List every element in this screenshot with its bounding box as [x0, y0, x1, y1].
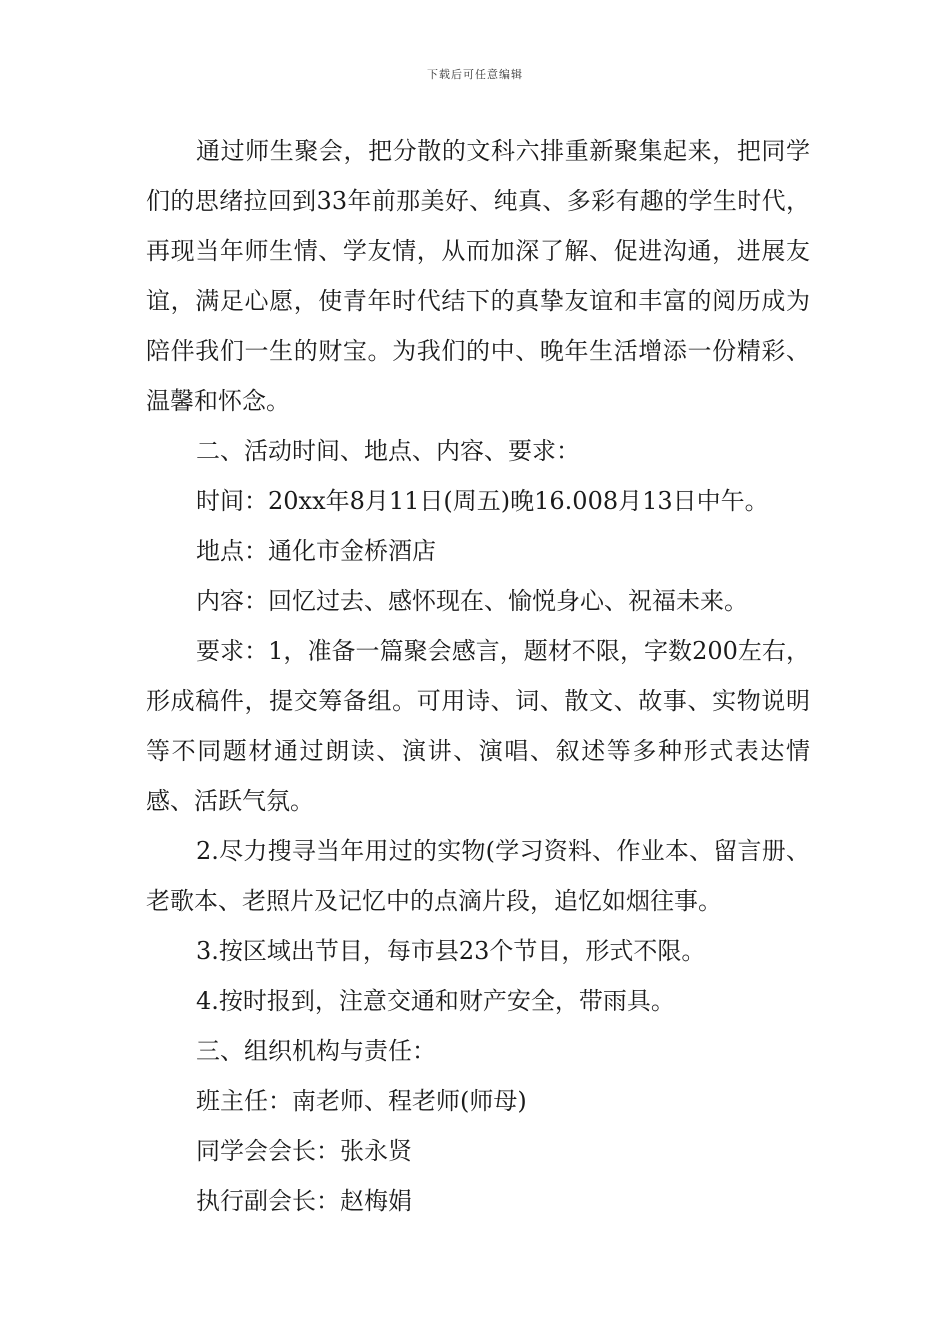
paragraph-intro: 通过师生聚会，把分散的文科六排重新聚集起来，把同学们的思绪拉回到33年前那美好、纯真、多彩有趣的学生时代，再现当年师生情、学友情，从而加深了解、促进沟通，进展友谊，满足心愿，使青年时代结下的真挚友谊和丰富的阅历成为陪伴我们一生的财宝。为我们的中、晚年生活增添一份精彩、温馨和怀念。 — [146, 137, 810, 415]
paragraph-vice-president: 执行副会长：赵梅娟 — [196, 1187, 412, 1215]
paragraph-requirement-4: 4.按时报到，注意交通和财产安全，带雨具。 — [196, 987, 675, 1015]
paragraph-location: 地点：通化市金桥酒店 — [196, 537, 436, 565]
paragraph-requirement-2: 2.尽力搜寻当年用过的实物(学习资料、作业本、留言册、老歌本、老照片及记忆中的点滴片段，追忆如烟往事。 — [146, 837, 810, 915]
paragraph-president: 同学会会长：张永贤 — [196, 1137, 412, 1165]
paragraph-head-teacher: 班主任：南老师、程老师(师母) — [196, 1087, 527, 1115]
document-body — [146, 126, 810, 1226]
paragraph-requirement-1: 要求：1，准备一篇聚会感言，题材不限，字数200左右，形成稿件，提交筹备组。可用诗、词、散文、故事、实物说明等不同题材通过朗读、演讲、演唱、叙述等多种形式表达情感、活跃气氛。 — [146, 637, 810, 815]
paragraph-time: 时间：20xx年8月11日(周五)晚16.008月13日中午。 — [196, 487, 769, 515]
paragraph-content: 内容：回忆过去、感怀现在、愉悦身心、祝福未来。 — [196, 587, 748, 615]
page-header: 下载后可任意编辑 — [427, 68, 523, 81]
section-heading-activity: 二、活动时间、地点、内容、要求： — [196, 437, 580, 465]
paragraph-requirement-3: 3.按区域出节目，每市县23个节目，形式不限。 — [196, 937, 706, 965]
section-heading-organization: 三、组织机构与责任： — [196, 1037, 436, 1065]
